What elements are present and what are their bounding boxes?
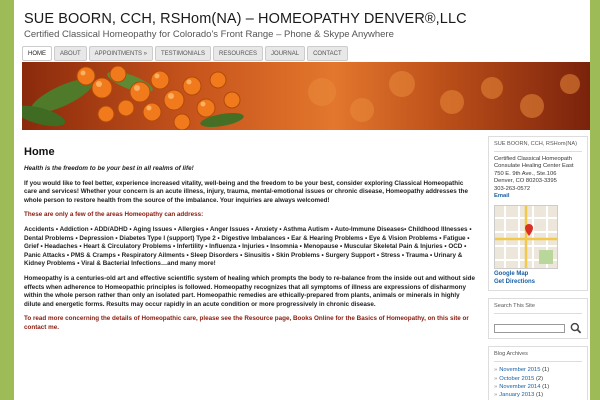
nav-item-appointments[interactable]: APPOINTMENTS »	[89, 46, 153, 61]
search-widget-title: Search This Site	[494, 303, 582, 314]
bullet-icon: »	[494, 375, 498, 382]
archives-widget	[488, 346, 588, 400]
get-directions-link[interactable]: Get Directions	[494, 278, 536, 285]
berries-illustration	[22, 62, 590, 130]
map-thumbnail[interactable]	[494, 205, 558, 269]
contact-line-street: 750 E. 9th Ave., Ste.106	[494, 170, 557, 177]
archives-widget-title: Blog Archives	[494, 351, 582, 362]
contact-line-title: Certified Classical Homeopath	[494, 156, 572, 162]
bullet-icon: »	[494, 367, 498, 374]
archive-count: (2)	[536, 375, 544, 382]
bullet-icon: »	[494, 392, 498, 399]
site-title[interactable]: SUE BOORN, CCH, RSHom(NA) – HOMEOPATHY DENVER®,LLC	[24, 11, 467, 27]
main-content	[24, 146, 476, 339]
nav-item-home[interactable]: HOME	[22, 46, 52, 61]
archive-link[interactable]: November 2015	[499, 367, 541, 374]
search-icon[interactable]	[570, 322, 582, 334]
nav-item-contact[interactable]: CONTACT	[307, 46, 348, 61]
page-title: Home	[24, 146, 55, 158]
contact-details	[494, 156, 582, 200]
archive-link[interactable]: January 2013	[499, 392, 535, 399]
contact-widget	[488, 136, 588, 291]
map-icon	[495, 206, 558, 269]
contact-line-city: Denver, CO 80203-3395	[494, 178, 557, 185]
intro-paragraph: If you would like to feel better, experience increased vitality, well-being and the freedom to be your best, consider exploring Classical Homeopathic care and services! Whether your concern is an acute illness, injury, trauma, mental-emotional issues or chronic disease, Homeopathy addresses the whole person to restore health from the source of the imbalance. Your inquiries are always welcomed!	[24, 179, 468, 204]
contact-widget-title: SUE BOORN, CCH, RSHom(NA)	[494, 141, 582, 152]
nav-item-about[interactable]: ABOUT	[54, 46, 87, 61]
site-description: Certified Classical Homeopathy for Colorado's Front Range – Phone & Skype Anywhere	[24, 29, 394, 40]
nav-item-testimonials[interactable]: TESTIMONIALS	[155, 46, 211, 61]
description-paragraph: Homeopathy is a centuries-old art and effective scientific system of healing which prompts the body to re-balance from the inside out and without side effects when adherence to Homeopathic principles is followed. Homeopathy recognizes that all symptoms of illness are expressions of disharmony within the whole person rather than only an isolated part. Homeopathic remedies are ethically-prepared from plants, animals or minerals in highly dilute and energetic forms. Results may occur rapidly in an acute condition or more progressively in chronic disease.	[24, 274, 476, 308]
email-link[interactable]: Email	[494, 193, 510, 200]
contact-phone: 303-263-0572	[494, 185, 531, 192]
sidebar	[488, 136, 588, 400]
archive-count: (1)	[542, 367, 550, 374]
tagline: Health is the freedom to be your best in all realms of life!	[24, 165, 194, 172]
bullet-icon: »	[494, 383, 498, 390]
archive-item	[494, 375, 582, 383]
archive-item	[494, 391, 582, 399]
contact-line-center: Consulate Healing Center East	[494, 163, 574, 170]
archive-count: (1)	[542, 383, 550, 390]
search-row	[494, 322, 582, 334]
archive-count: (1)	[536, 392, 544, 399]
header-banner-image	[22, 62, 590, 130]
archive-link[interactable]: October 2015	[499, 375, 535, 382]
archive-link[interactable]: November 2014	[499, 383, 541, 390]
page-container	[14, 0, 590, 400]
main-navigation	[22, 46, 590, 62]
search-input[interactable]	[494, 324, 565, 333]
nav-item-resources[interactable]: RESOURCES	[213, 46, 263, 61]
search-widget	[488, 298, 588, 339]
nav-item-journal[interactable]: JOURNAL	[265, 46, 305, 61]
areas-list: Accidents • Addiction • ADD/ADHD • Aging Issues • Allergies • Anger Issues • Anxiety • Asthma Autism • Auto-Immune Diseases• Childhood Illnesses • Dental Problems • Depression • Diabetes Type I (support) Type 2 • Digestive Imbalances • Ear & Hearing Problems • Eye & Vision Problems • Fatigue • Grief • Headaches • Heart & Circulatory Problems • Infertility • Influenza • Injuries • Insomnia • Menopause • Muscular Skeletal Pain & Injuries • OCD • Panic Attacks • PMS & Cramps • Respiratory Ailments • Sleep Disorders • Sinusitis • Skin Problems • Surgery Support • Stress • Trauma • Urinary & Kidney Problems • Viral & Bacterial Infections…and many more!	[24, 225, 472, 268]
areas-intro: These are only a few of the areas Homeopathy can address:	[24, 211, 204, 219]
closing-paragraph: To read more concerning the details of Homeopathic care, please see the Resource page, Books Online for the Basics of Homeopathy, on this site or contact me.	[24, 315, 469, 331]
google-map-link[interactable]: Google Map	[494, 271, 529, 278]
archive-item	[494, 366, 582, 374]
map-links	[494, 271, 582, 286]
archive-item	[494, 383, 582, 391]
